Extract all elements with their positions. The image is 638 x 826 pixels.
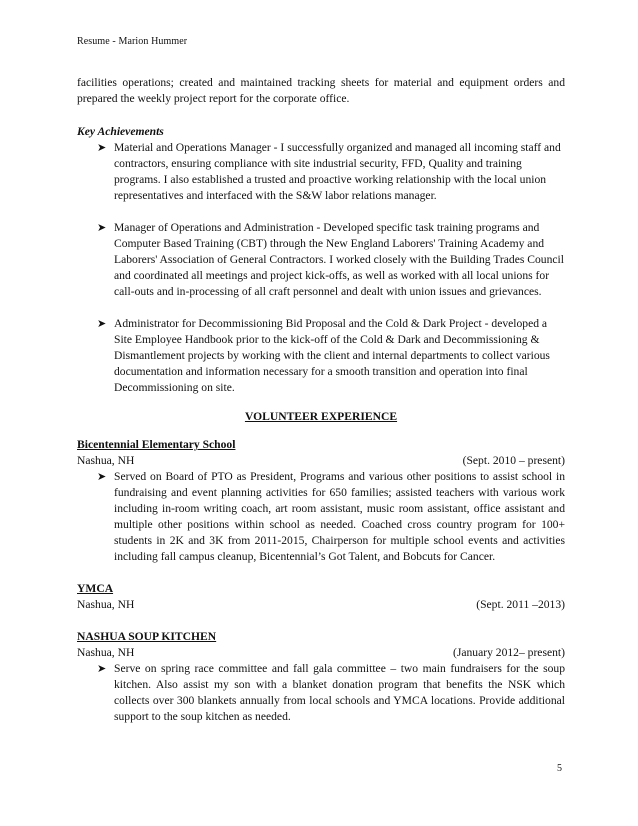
list-item [77, 316, 565, 396]
date-range: (January 2012– present) [452, 646, 565, 659]
location: Nashua, NH [77, 454, 135, 467]
running-header: Resume - Marion Hummer [77, 36, 188, 47]
key-achievements-list [77, 140, 565, 396]
achievement-text: Manager of Operations and Administration - Developed specific task training programs and Computer Based Training (CBT) through the New England Laborers' Training Academy and Laborers' Association of General Contractors. I worked closely with the Building Trades Council and coordinated all meetings and project kick-offs, as well as worked with all local unions for call-outs and in-processing of all craft personnel and dealt with union issues and grievances. [114, 221, 564, 298]
arrow-bullet-icon: ➤ [97, 663, 107, 675]
org-name: NASHUA SOUP KITCHEN [77, 630, 217, 643]
org-name: YMCA [77, 582, 114, 595]
volunteer-entry [77, 581, 565, 613]
arrow-bullet-icon: ➤ [97, 471, 107, 483]
volunteer-experience-heading: VOLUNTEER EXPERIENCE [244, 410, 398, 423]
volunteer-entry [77, 629, 565, 725]
volunteer-bullets [77, 661, 565, 725]
achievement-text: Administrator for Decommissioning Bid Proposal and the Cold & Dark Project - developed a Site Employee Handbook prior to the kick-off of the Cold & Dark and Decommissioning & Dismantlement projects by working with the client and internal departments to collect various documentation and information necessary for a smooth transition and operation into final Decommissioning on site. [114, 317, 550, 394]
page-number: 5 [557, 763, 562, 774]
arrow-bullet-icon: ➤ [97, 142, 107, 154]
location-line [77, 453, 565, 469]
location-line [77, 597, 565, 613]
intro-paragraph: facilities operations; created and maintained tracking sheets for material and equipment orders and prepared the weekly project report for the corporate office. [77, 76, 565, 105]
location: Nashua, NH [77, 598, 135, 611]
location: Nashua, NH [77, 646, 135, 659]
volunteer-text: Serve on spring race committee and fall gala committee – two main fundraisers for the soup kitchen. Also assist my son with a blanket donation program that benefits the NSK which collects over 300 blankets annually from local schools and YMCA locations. Provide additional support to the soup kitchen as needed. [114, 662, 565, 723]
volunteer-bullets [77, 469, 565, 565]
location-line [77, 645, 565, 661]
achievement-text: Material and Operations Manager - I successfully organized and managed all incoming staff and contractors, ensuring compliance with site industrial security, FFD, Quality and training programs. I also established a trusted and proactive working relationship with the local union representatives and interfaced with the S&W labor relations manager. [114, 141, 561, 202]
org-name: Bicentennial Elementary School [77, 438, 236, 451]
list-item [77, 469, 565, 565]
volunteer-text: Served on Board of PTO as President, Programs and various other positions to assist school in fundraising and event planning activities for 650 families; assisted teachers with various work including in-room writing coach, art room assistant, music room assistant, office assistant and multiple other positions within school as needed. Coached cross country program for 100+ students in 2K and 3K from 2011-2015, Chairperson for multiple school events and activities including fall campus cleanup, Bicentennial’s Got Talent, and Bobcuts for Cancer. [114, 470, 565, 563]
list-item [77, 220, 565, 300]
date-range: (Sept. 2010 – present) [462, 454, 565, 467]
volunteer-entry [77, 437, 565, 565]
list-item [77, 140, 565, 204]
date-range: (Sept. 2011 –2013) [476, 598, 565, 611]
arrow-bullet-icon: ➤ [97, 222, 107, 234]
key-achievements-heading: Key Achievements [77, 125, 164, 138]
arrow-bullet-icon: ➤ [97, 318, 107, 330]
page-body [77, 75, 565, 725]
list-item [77, 661, 565, 725]
